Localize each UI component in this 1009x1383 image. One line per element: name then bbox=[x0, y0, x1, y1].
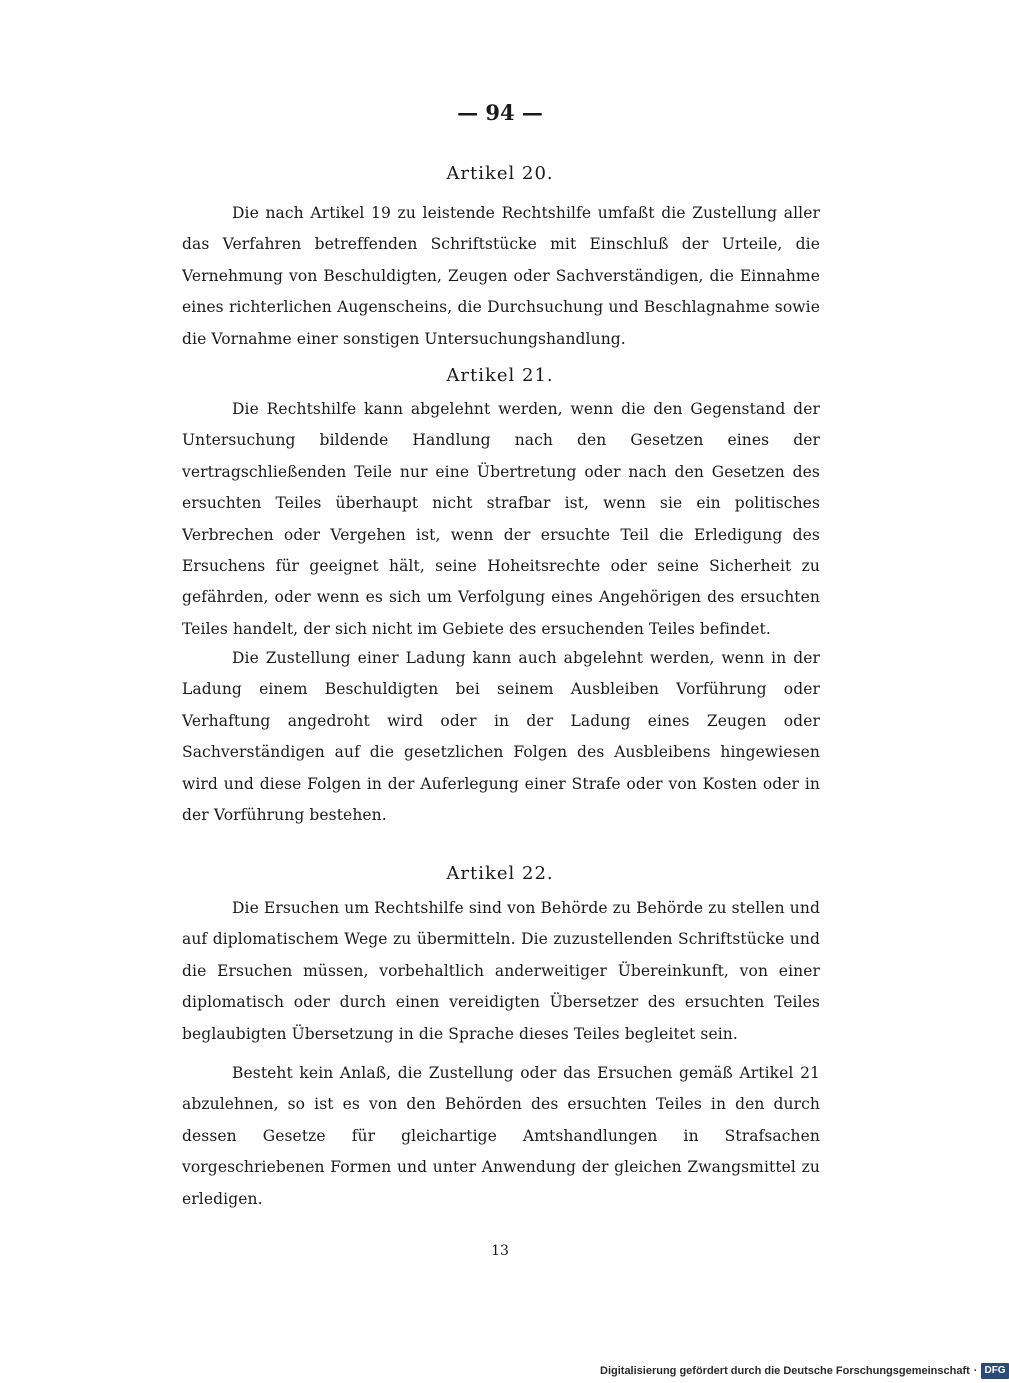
footer-text: Digitalisierung gefördert durch die Deutsche Forschungsgemeinschaft bbox=[600, 1365, 970, 1377]
article-21-paragraph-1: Die Rechtshilfe kann abgelehnt werden, wenn die den Gegenstand der Untersuchung bildende Handlung nach den Gesetzen eines der vertragschließenden Teile nur eine Übertretung oder nach den Gesetzen des ersuchten Teiles überhaupt nicht strafbar ist, wenn sie ein politisches Verbrechen oder Vergehen ist, wenn der ersuchte Teil die Erledigung des Ersuchens für geeignet hält, seine Hoheitsrechte oder seine Sicherheit zu gefährden, oder wenn es sich um Verfolgung eines Angehörigen des ersuchten Teiles handelt, der sich nicht im Gebiete des ersuchenden Teiles befindet. bbox=[182, 400, 820, 638]
article-21-heading: Artikel 21. bbox=[446, 365, 554, 386]
article-20-heading: Artikel 20. bbox=[446, 163, 554, 184]
footer-separator: · bbox=[973, 1365, 978, 1377]
sheet-number: 13 bbox=[491, 1243, 509, 1259]
article-20-paragraph-1: Die nach Artikel 19 zu leistende Rechtshilfe umfaßt die Zustellung aller das Verfahren betreffenden Schriftstücke mit Einschluß der Urteile, die Vernehmung von Beschuldigten, Zeugen oder Sachverständigen, die Einnahme eines richterlichen Augenscheins, die Durchsuchung und Beschlagnahme sowie die Vornahme einer sonstigen Untersuchungshandlung. bbox=[182, 204, 820, 348]
article-22-heading: Artikel 22. bbox=[446, 863, 554, 884]
article-21-paragraph-2: Die Zustellung einer Ladung kann auch abgelehnt werden, wenn in der Ladung einem Beschuldigten bei seinem Ausbleiben Vorführung oder Verhaftung angedroht wird oder in der Ladung eines Zeugen oder Sachverständigen auf die gesetzlichen Folgen des Ausbleibens hingewiesen wird und diese Folgen in der Auferlegung einer Strafe oder von Kosten oder in der Vorführung bestehen. bbox=[182, 649, 820, 825]
article-22-paragraph-2: Besteht kein Anlaß, die Zustellung oder das Ersuchen gemäß Artikel 21 abzulehnen, so ist es von den Behörden des ersuchten Teiles in den durch dessen Gesetze für gleichartige Amtshandlungen in Strafsachen vorgeschriebenen Formen und unter Anwendung der gleichen Zwangsmittel zu erledigen. bbox=[182, 1064, 820, 1208]
article-22-paragraph-1: Die Ersuchen um Rechtshilfe sind von Behörde zu Behörde zu stellen und auf diplomatischem Wege zu übermitteln. Die zuzustellenden Schriftstücke und die Ersuchen müssen, vorbehaltlich anderweitiger Übereinkunft, von einer diplomatisch oder durch einen vereidigten Übersetzer des ersuchten Teiles beglaubigten Übersetzung in die Sprache dieses Teiles begleitet sein. bbox=[182, 899, 820, 1043]
page-number: — 94 — bbox=[457, 100, 543, 125]
dfg-logo-icon: DFG bbox=[981, 1363, 1008, 1379]
footer-bar bbox=[600, 1361, 1009, 1381]
